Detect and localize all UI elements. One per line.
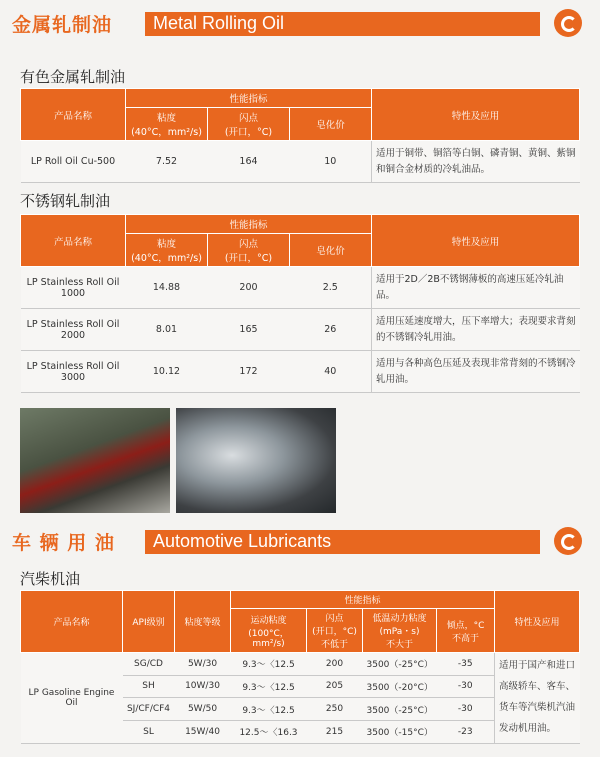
col-grade: 粘度等级 <box>175 591 231 653</box>
nonferrous-table <box>20 88 580 183</box>
banner-en-title: Automotive Lubricants <box>153 531 332 551</box>
col-visc: 粘度 (40°C，mm²/s) <box>126 108 208 141</box>
table-row: LP Stainless Roll Oil 2000 8.01 165 26 适用压延速度增大，压下率增大；表现要求背刻的不锈钢冷轧用油。 <box>21 309 580 351</box>
diesel-title: 汽柴机油 <box>20 570 81 588</box>
table-row: SL 15W/40 12.5～〈16.3 215 3500（-15°C） -23 <box>21 720 580 743</box>
factory-photo-2 <box>176 408 336 513</box>
table-row: LP Stainless Roll Oil 3000 10.12 172 40 适用与各种高色压延及表现非常背刻的不锈钢冷轧用油。 <box>21 351 580 393</box>
table-row: LP Gasoline Engine Oil SG/CD 5W/30 9.3～〈12.5 200 3500（-25°C） -35 适用于国产和进口高级轿车、客车、货车等汽柴机汽油发动机用油。 <box>21 653 580 676</box>
banner-bar <box>145 12 540 36</box>
col-flash: 闪点 (开口，°C) <box>208 108 290 141</box>
col-visc: 粘度 (40°C，mm²/s) <box>126 234 208 267</box>
col-kv: 运动粘度 (100°C，mm²/s) <box>231 609 307 653</box>
col-product: 产品名称 <box>21 591 123 653</box>
col-sapon: 皂化价 <box>290 234 372 267</box>
col-app: 特性及应用 <box>372 215 580 267</box>
banner-cn-title: 金属轧制油 <box>12 14 113 36</box>
col-perf: 性能指标 <box>126 215 372 234</box>
nonferrous-title: 有色金属轧制油 <box>20 68 126 86</box>
stainless-table <box>20 214 580 393</box>
table-row: LP Stainless Roll Oil 1000 14.88 200 2.5 适用于2D／2B不锈钢薄板的高速压延冷轧油品。 <box>21 267 580 309</box>
col-perf: 性能指标 <box>126 89 372 108</box>
col-app: 特性及应用 <box>372 89 580 141</box>
col-api: API级别 <box>123 591 175 653</box>
banner-bar <box>145 530 540 554</box>
diesel-table <box>20 590 580 744</box>
col-pour: 倾点，°C 不高于 <box>437 609 495 653</box>
metal-rolling-banner <box>0 6 600 40</box>
banner-cn-title: 车 辆 用 油 <box>12 532 115 554</box>
col-flash: 闪点 (开口，°C) 不低于 <box>307 609 363 653</box>
col-product: 产品名称 <box>21 215 126 267</box>
col-perf: 性能指标 <box>231 591 495 609</box>
col-flash: 闪点 (开口，°C) <box>208 234 290 267</box>
col-sapon: 皂化价 <box>290 108 372 141</box>
company-logo-icon <box>554 9 582 37</box>
table-row: LP Roll Oil Cu-500 7.52 164 10 适用于铜带、铜箔等白铜、磷青铜、黄铜、紫铜和铜合金材质的冷轧油品。 <box>21 141 580 183</box>
company-logo-icon <box>554 527 582 555</box>
stainless-title: 不锈钢轧制油 <box>20 192 111 210</box>
banner-en-title: Metal Rolling Oil <box>153 13 285 33</box>
automotive-banner <box>0 524 600 558</box>
col-app: 特性及应用 <box>495 591 580 653</box>
table-row: SJ/CF/CF4 5W/50 9.3～〈12.5 250 3500（-25°C） -30 <box>21 698 580 721</box>
table-row: SH 10W/30 9.3～〈12.5 205 3500（-20°C） -30 <box>21 675 580 698</box>
col-product: 产品名称 <box>21 89 126 141</box>
col-cold: 低温动力粘度 (mPa・s) 不大于 <box>363 609 437 653</box>
factory-photo-1 <box>20 408 170 513</box>
